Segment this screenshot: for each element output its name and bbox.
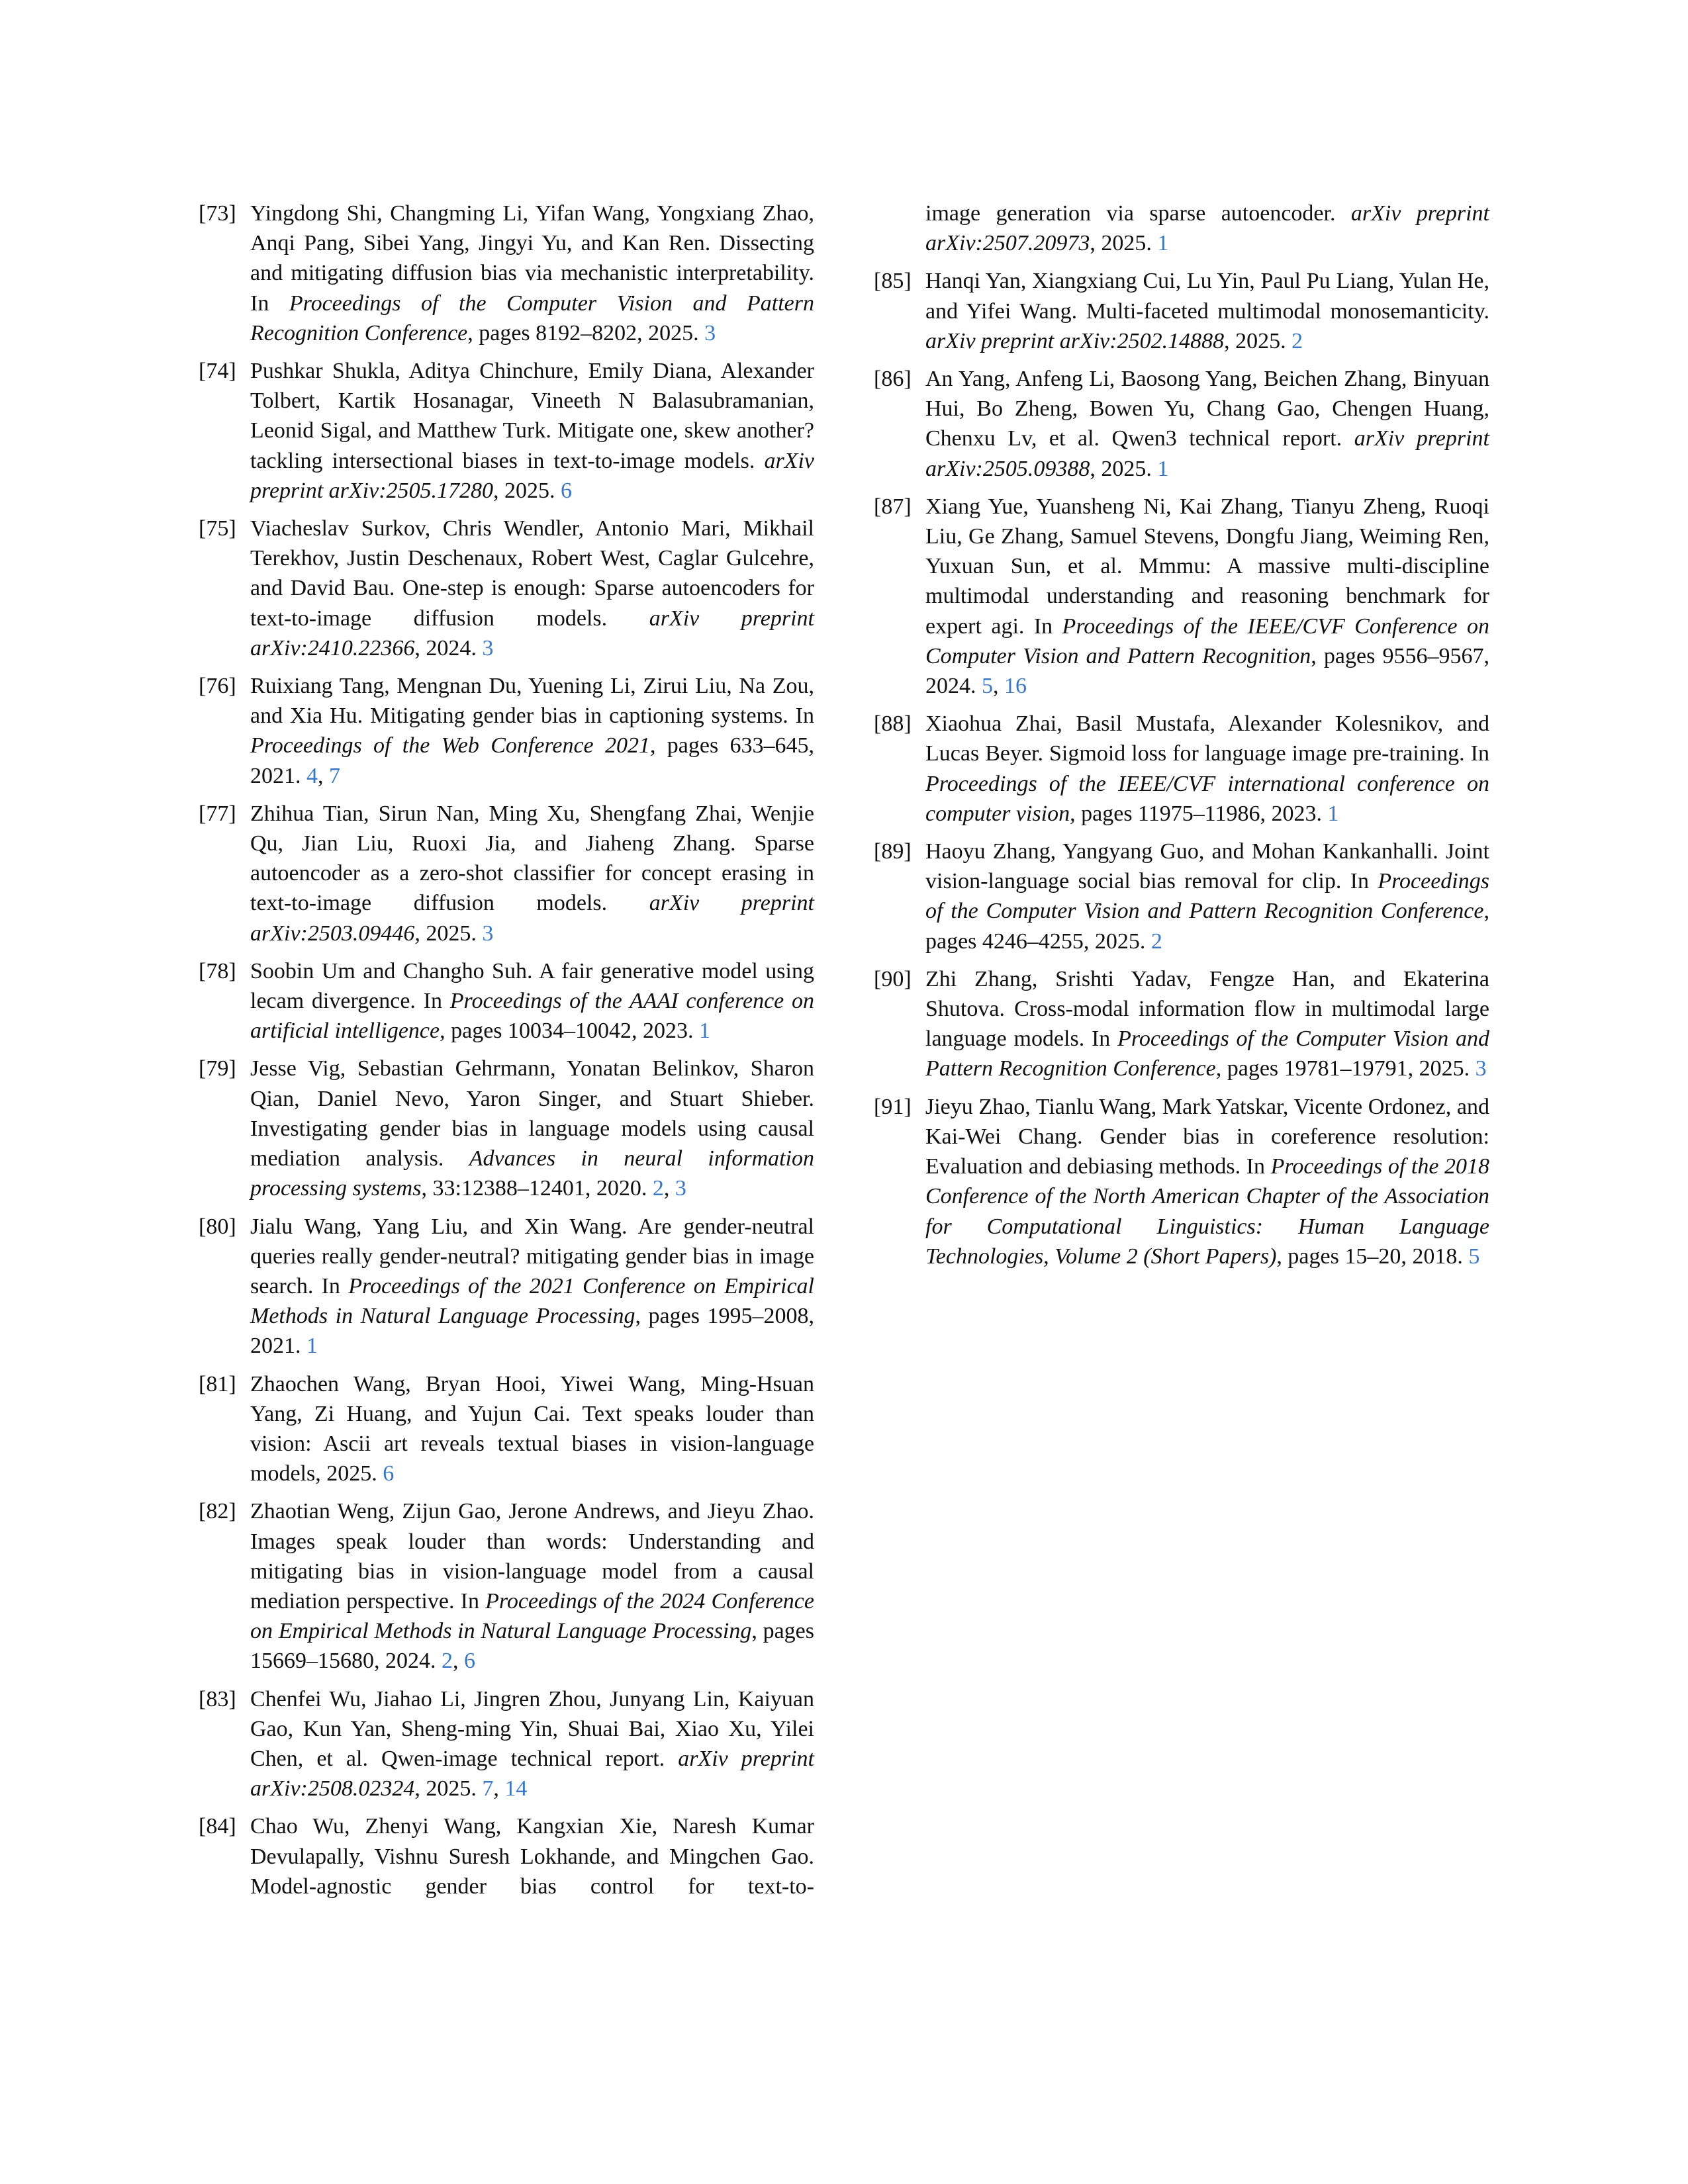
reference-number: [81] (199, 1371, 236, 1396)
page-backlink[interactable]: 6 (383, 1461, 395, 1486)
page-backlink[interactable]: 3 (482, 635, 494, 660)
reference-number: [79] (199, 1056, 236, 1081)
reference-number: [90] (874, 966, 912, 991)
page-backlink[interactable]: 2 (1291, 328, 1303, 353)
reference-75 (199, 514, 814, 663)
reference-text: Jialu Wang, Yang Liu, and Xin Wang. Are gender-neutral queries really gender-neutral? mitigating gender bias in image search. In Proceedings of the 2021 Conference on Empirical Methods in Natural Language Processing, pages 1995–2008, 2021. 1 (250, 1214, 815, 1359)
reference-84-continued: image generation via sparse autoencoder. arXiv preprint arXiv:2507.20973, 2025. 1 (925, 201, 1489, 256)
venue: Proceedings of the Computer Vision and Pattern Recognition Conference (925, 1026, 1489, 1081)
page-backlink[interactable]: 4 (306, 763, 318, 788)
venue: Proceedings of the AAAI conference on artificial intelligence (250, 989, 814, 1044)
reference-91 (874, 1092, 1489, 1271)
reference-text: Ruixiang Tang, Mengnan Du, Yuening Li, Zirui Liu, Na Zou, and Xia Hu. Mitigating gender bias in captioning systems. In Proceedings of the Web Conference 2021, pages 633–645, 2021. 4, 7 (250, 674, 814, 788)
page-backlink[interactable]: 2 (442, 1649, 453, 1674)
venue: arXiv preprint arXiv:2505.17280 (250, 448, 814, 503)
venue: Proceedings of the Computer Vision and Pattern Recognition Conference (250, 291, 814, 345)
reference-78 (199, 956, 814, 1046)
reference-number: [84] (199, 1814, 236, 1839)
reference-85 (874, 266, 1489, 356)
reference-number: [89] (874, 839, 912, 864)
page-backlink[interactable]: 1 (1157, 456, 1169, 481)
reference-77 (199, 799, 814, 948)
page-backlink[interactable]: 3 (704, 320, 716, 345)
reference-73 (199, 199, 814, 348)
reference-text: Soobin Um and Changho Suh. A fair generative model using lecam divergence. In Proceedings of the AAAI conference on artificial intelligence, pages 10034–10042, 2023. 1 (250, 958, 814, 1044)
page-backlink[interactable]: 6 (561, 478, 573, 503)
page-backlink[interactable]: 14 (504, 1776, 528, 1801)
page-backlink[interactable]: 7 (329, 763, 340, 788)
reference-74 (199, 356, 814, 506)
reference-text: Jieyu Zhao, Tianlu Wang, Mark Yatskar, Vicente Ordonez, and Kai-Wei Chang. Gender bias in coreference resolution: Evaluation and debiasing methods. In Proceedings of the 2018 Conference of the North American Chapter of the Association for Computational Linguistics: Human Language Technologies, Volume 2 (Short Papers), pages 15–20, 2018. 5 (925, 1094, 1489, 1269)
venue: Advances in neural information processing systems (250, 1146, 814, 1201)
page-backlink[interactable]: 5 (982, 674, 993, 699)
venue: Proceedings of the 2021 Conference on Empirical Methods in Natural Language Processing (250, 1273, 814, 1329)
reference-text: Hanqi Yan, Xiangxiang Cui, Lu Yin, Paul Pu Liang, Yulan He, and Yifei Wang. Multi-faceted multimodal monosemanticity. arXiv preprint arXiv:2502.14888, 2025. 2 (925, 269, 1489, 353)
page-backlink[interactable]: 2 (652, 1176, 664, 1201)
page-backlink[interactable]: 6 (464, 1649, 475, 1674)
reference-text: Xiaohua Zhai, Basil Mustafa, Alexander Kolesnikov, and Lucas Beyer. Sigmoid loss for language image pre-training. In Proceedings of the IEEE/CVF international conference on computer vision, pages 11975–11986, 2023. 1 (925, 711, 1489, 826)
reference-number: [77] (199, 801, 236, 826)
reference-text: Haoyu Zhang, Yangyang Guo, and Mohan Kankanhalli. Joint vision-language social bias removal for clip. In Proceedings of the Computer Vision and Pattern Recognition Conference, pages 4246–4255, 2025. 2 (925, 839, 1489, 954)
reference-number: [76] (199, 674, 236, 699)
reference-number: [83] (199, 1686, 236, 1711)
reference-text: Viacheslav Surkov, Chris Wendler, Antonio Mari, Mikhail Terekhov, Justin Deschenaux, Robert West, Caglar Gulcehre, and David Bau. One-step is enough: Sparse autoencoders for text-to-image diffusion models. arXiv preprint arXiv:2410.22366, 2024. 3 (250, 516, 814, 660)
venue: Proceedings of the IEEE/CVF international conference on computer vision (925, 771, 1489, 826)
reference-text: Zhaochen Wang, Bryan Hooi, Yiwei Wang, Ming-Hsuan Yang, Zi Huang, and Yujun Cai. Text speaks louder than vision: Ascii art reveals textual biases in vision-language models, 2025. 6 (250, 1371, 814, 1486)
reference-number: [91] (874, 1094, 912, 1119)
reference-80 (199, 1212, 814, 1361)
venue: Proceedings of the Computer Vision and Pattern Recognition Conference (925, 869, 1489, 924)
reference-84 (199, 1811, 814, 1901)
venue: Proceedings of the 2024 Conference on Empirical Methods in Natural Language Processing (250, 1588, 814, 1644)
venue: Proceedings of the IEEE/CVF Conference on Computer Vision and Pattern Recognition (925, 614, 1490, 668)
page-backlink[interactable]: 2 (1150, 929, 1162, 954)
reference-number: [85] (874, 269, 912, 294)
reference-88 (874, 709, 1489, 829)
reference-89 (874, 837, 1489, 956)
reference-text: Chenfei Wu, Jiahao Li, Jingren Zhou, Junyang Lin, Kaiyuan Gao, Kun Yan, Sheng-ming Yin, Shuai Bai, Xiao Xu, Yilei Chen, et al. Qwen-image technical report. arXiv preprint arXiv:2508.02324, 2025. 7, 14 (250, 1686, 814, 1801)
reference-number: [75] (199, 516, 236, 541)
reference-number: [73] (199, 201, 236, 226)
page-backlink[interactable]: 3 (1475, 1056, 1487, 1081)
reference-87 (874, 492, 1489, 701)
references-left-column (199, 199, 814, 1909)
reference-text: Jesse Vig, Sebastian Gehrmann, Yonatan Belinkov, Sharon Qian, Daniel Nevo, Yaron Singer, and Stuart Shieber. Investigating gender bias in language models using causal mediation analysis. Advances in neural information processing systems, 33:12388–12401, 2020. 2, 3 (250, 1056, 814, 1201)
reference-number: [88] (874, 711, 912, 737)
reference-79 (199, 1054, 814, 1203)
page-backlink[interactable]: 1 (1157, 231, 1169, 256)
venue: Proceedings of the 2018 Conference of the North American Chapter of the Association for Computational Linguistics: Human Language Technologies, Volume 2 (Short Papers) (925, 1154, 1489, 1269)
reference-text: Yingdong Shi, Changming Li, Yifan Wang, Yongxiang Zhao, Anqi Pang, Sibei Yang, Jingyi Yu, and Kan Ren. Dissecting and mitigating diffusion bias via mechanistic interpretability. In Proceedings of the Computer Vision and Pattern Recognition Conference, pages 8192–8202, 2025. 3 (250, 201, 814, 345)
page-backlink[interactable]: 5 (1468, 1244, 1480, 1269)
page-backlink[interactable]: 3 (482, 921, 494, 946)
reference-text: Pushkar Shukla, Aditya Chinchure, Emily Diana, Alexander Tolbert, Kartik Hosanagar, Vineeth N Balasubramanian, Leonid Sigal, and Matthew Turk. Mitigate one, skew another? tackling intersectional biases in text-to-image models. arXiv preprint arXiv:2505.17280, 2025. 6 (250, 359, 814, 503)
reference-83 (199, 1684, 814, 1804)
reference-number: [86] (874, 367, 912, 392)
reference-76 (199, 671, 814, 791)
venue: arXiv preprint arXiv:2410.22366 (250, 606, 814, 660)
page-backlink[interactable]: 1 (306, 1334, 318, 1359)
reference-81 (199, 1369, 814, 1489)
reference-text: Chao Wu, Zhenyi Wang, Kangxian Xie, Naresh Kumar Devulapally, Vishnu Suresh Lokhande, and Mingchen Gao. Model-agnostic gender bias control for text-to- (250, 1814, 814, 1899)
venue: Proceedings of the Web Conference 2021 (250, 733, 650, 758)
reference-number: [80] (199, 1214, 236, 1239)
reference-number: [74] (199, 359, 236, 384)
reference-number: [87] (874, 494, 912, 519)
page-backlink[interactable]: 16 (1004, 674, 1027, 699)
reference-text: An Yang, Anfeng Li, Baosong Yang, Beichen Zhang, Binyuan Hui, Bo Zheng, Bowen Yu, Chang Gao, Chengen Huang, Chenxu Lv, et al. Qwen3 technical report. arXiv preprint arXiv:2505.09388, 2025. 1 (925, 367, 1489, 481)
reference-text: Zhaotian Weng, Zijun Gao, Jerone Andrews, and Jieyu Zhao. Images speak louder than words: Understanding and mitigating bias in vision-language model from a causal mediation perspective. In Proceedings of the 2024 Conference on Empirical Methods in Natural Language Processing, pages 15669–15680, 2024. 2, 6 (250, 1499, 814, 1674)
venue: arXiv preprint arXiv:2508.02324 (250, 1746, 814, 1801)
reference-text: Xiang Yue, Yuansheng Ni, Kai Zhang, Tianyu Zheng, Ruoqi Liu, Ge Zhang, Samuel Stevens, Dongfu Jiang, Weiming Ren, Yuxuan Sun, et al. Mmmu: A massive multi-discipline multimodal understanding and reasoning benchmark for expert agi. In Proceedings of the IEEE/CVF Conference on Computer Vision and Pattern Recognition, pages 9556–9567, 2024. 5, 16 (925, 494, 1490, 699)
page-backlink[interactable]: 1 (699, 1019, 711, 1044)
reference-86 (874, 364, 1489, 484)
venue: arXiv preprint arXiv:2505.09388 (925, 426, 1489, 481)
reference-number: [82] (199, 1499, 236, 1524)
references-right-column (874, 199, 1489, 1279)
reference-number: [78] (199, 958, 236, 983)
venue: arXiv preprint arXiv:2502.14888 (925, 328, 1225, 353)
reference-text: Zhihua Tian, Sirun Nan, Ming Xu, Shengfang Zhai, Wenjie Qu, Jian Liu, Ruoxi Jia, and Jiaheng Zhang. Sparse autoencoder as a zero-shot classifier for concept erasing in text-to-image diffusion models. arXiv preprint arXiv:2503.09446, 2025. 3 (250, 801, 814, 946)
page-backlink[interactable]: 3 (675, 1176, 686, 1201)
page-backlink[interactable]: 7 (482, 1776, 494, 1801)
reference-90 (874, 964, 1489, 1084)
page-backlink[interactable]: 1 (1327, 801, 1339, 826)
venue: arXiv preprint arXiv:2503.09446 (250, 891, 814, 946)
reference-82 (199, 1496, 814, 1676)
reference-text: Zhi Zhang, Srishti Yadav, Fengze Han, and Ekaterina Shutova. Cross-modal information flow in multimodal large language models. In Proceedings of the Computer Vision and Pattern Recognition Conference, pages 19781–19791, 2025. 3 (925, 966, 1489, 1081)
venue: arXiv preprint arXiv:2507.20973 (925, 201, 1489, 256)
